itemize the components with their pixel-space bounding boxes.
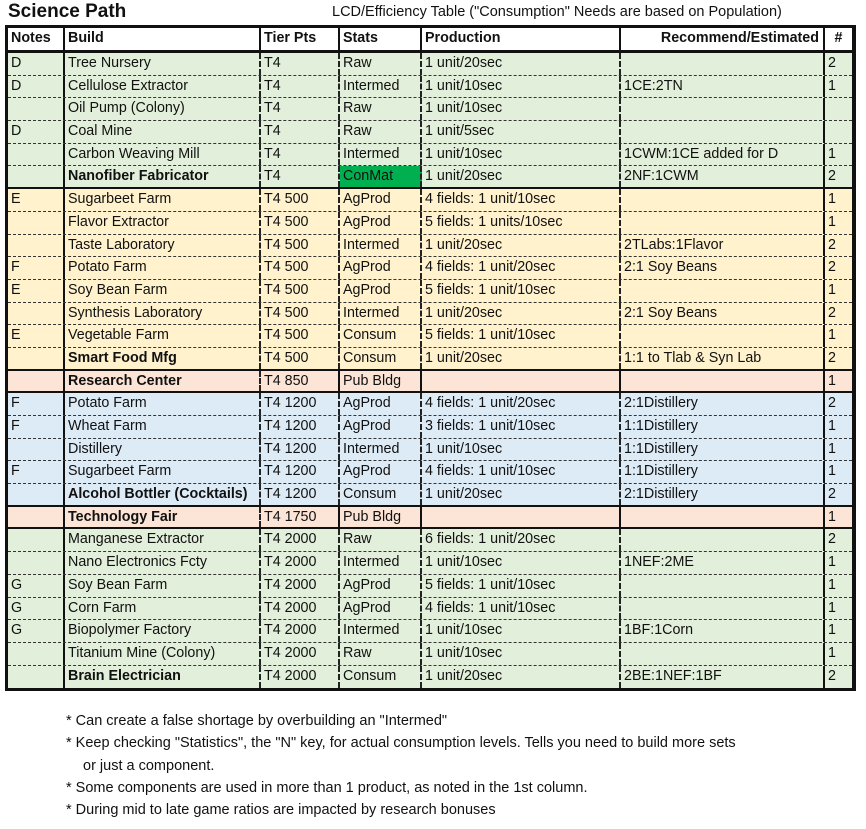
cell-build: Smart Food Mfg: [65, 348, 261, 369]
cell-stats: Intermed: [340, 620, 422, 642]
cell-production: 1 unit/10sec: [422, 552, 621, 574]
cell-stats: Pub Bldg: [340, 371, 422, 392]
cell-tier-pts: T4 500: [261, 257, 340, 279]
table-row: [8, 303, 852, 326]
cell-recommend: [621, 598, 825, 620]
cell-tier-pts: T4: [261, 98, 340, 120]
cell-build: Corn Farm: [65, 598, 261, 620]
table-subtitle: LCD/Efficiency Table ("Consumption" Needs are based on Population): [332, 4, 782, 20]
table-row: [8, 166, 852, 189]
cell-notes: [8, 666, 65, 689]
cell-tier-pts: T4 500: [261, 303, 340, 325]
cell-tier-pts: T4 2000: [261, 598, 340, 620]
cell-tier-pts: T4: [261, 121, 340, 143]
cell-stats: AgProd: [340, 280, 422, 302]
cell-notes: [8, 552, 65, 574]
cell-build: Brain Electrician: [65, 666, 261, 689]
cell-recommend: [621, 643, 825, 665]
cell-recommend: 2TLabs:1Flavor: [621, 235, 825, 257]
cell-notes: D: [8, 53, 65, 75]
table-row: [8, 98, 852, 121]
cell-tier-pts: T4: [261, 166, 340, 187]
cell-recommend: 2BE:1NEF:1BF: [621, 666, 825, 689]
cell-recommend: [621, 371, 825, 392]
cell-notes: D: [8, 121, 65, 143]
cell-tier-pts: T4 1200: [261, 461, 340, 483]
cell-build: Wheat Farm: [65, 416, 261, 438]
header-tier-pts: Tier Pts: [261, 28, 340, 50]
cell-production: 6 fields: 1 unit/20sec: [422, 529, 621, 551]
table-row: [8, 598, 852, 621]
cell-production: 1 unit/10sec: [422, 439, 621, 461]
cell-notes: [8, 303, 65, 325]
cell-stats: AgProd: [340, 575, 422, 597]
cell-notes: E: [8, 189, 65, 211]
cell-count: 1: [828, 77, 836, 94]
table-row: [8, 189, 852, 212]
cell-count: 2: [828, 236, 836, 253]
cell-notes: G: [8, 598, 65, 620]
table-row: [8, 235, 852, 258]
cell-notes: E: [8, 325, 65, 347]
table-row: [8, 76, 852, 99]
cell-stats: Raw: [340, 53, 422, 75]
cell-tier-pts: T4 1750: [261, 507, 340, 528]
cell-tier-pts: T4 500: [261, 212, 340, 234]
table-row: [8, 144, 852, 167]
table-row: [8, 484, 852, 507]
cell-count: 1: [828, 576, 836, 593]
cell-build: Carbon Weaving Mill: [65, 144, 261, 166]
cell-count: 2: [828, 304, 836, 321]
cell-production: 1 unit/20sec: [422, 303, 621, 325]
table-row: [8, 575, 852, 598]
cell-notes: F: [8, 393, 65, 415]
cell-production: 1 unit/5sec: [422, 121, 621, 143]
table-header-row: [8, 28, 852, 53]
cell-production: 1 unit/20sec: [422, 53, 621, 75]
cell-recommend: 1:1Distillery: [621, 416, 825, 438]
cell-tier-pts: T4 500: [261, 235, 340, 257]
cell-stats: Raw: [340, 529, 422, 551]
cell-production: 4 fields: 1 unit/20sec: [422, 257, 621, 279]
cell-notes: [8, 439, 65, 461]
table-row: [8, 416, 852, 439]
cell-tier-pts: T4: [261, 144, 340, 166]
cell-recommend: 1BF:1Corn: [621, 620, 825, 642]
table-row: [8, 552, 852, 575]
cell-production: 5 fields: 1 unit/10sec: [422, 280, 621, 302]
cell-notes: [8, 348, 65, 369]
cell-recommend: 1CWM:1CE added for D: [621, 144, 825, 166]
table-row: [8, 439, 852, 462]
table-row: [8, 393, 852, 416]
cell-count: 1: [828, 622, 836, 639]
cell-notes: [8, 643, 65, 665]
cell-build: Synthesis Laboratory: [65, 303, 261, 325]
header-notes: Notes: [8, 28, 65, 50]
cell-tier-pts: T4 2000: [261, 620, 340, 642]
table-row: [8, 643, 852, 666]
footnote: * Can create a false shortage by overbuilding an "Intermed": [66, 713, 448, 729]
cell-notes: [8, 212, 65, 234]
cell-stats: AgProd: [340, 212, 422, 234]
cell-build: Cellulose Extractor: [65, 76, 261, 98]
cell-build: Research Center: [65, 371, 261, 392]
cell-build: Vegetable Farm: [65, 325, 261, 347]
cell-recommend: 1NEF:2ME: [621, 552, 825, 574]
table-row: [8, 529, 852, 552]
cell-recommend: [621, 529, 825, 551]
cell-stats: Intermed: [340, 552, 422, 574]
cell-recommend: 1CE:2TN: [621, 76, 825, 98]
cell-build: Nano Electronics Fcty: [65, 552, 261, 574]
footnote: * Keep checking "Statistics", the "N" key, for actual consumption levels. Tells you need to build more sets: [66, 735, 736, 752]
cell-stats: Consum: [340, 348, 422, 369]
cell-count: 2: [828, 667, 836, 684]
cell-count: 1: [828, 418, 836, 434]
cell-recommend: [621, 280, 825, 302]
table-row: [8, 371, 852, 394]
cell-production: 4 fields: 1 unit/10sec: [422, 189, 621, 211]
cell-notes: [8, 98, 65, 120]
cell-recommend: [621, 98, 825, 120]
cell-stats: AgProd: [340, 598, 422, 620]
cell-build: Alcohol Bottler (Cocktails): [65, 484, 261, 505]
cell-recommend: [621, 507, 825, 528]
cell-count: 2: [828, 55, 836, 71]
cell-notes: G: [8, 620, 65, 642]
cell-recommend: [621, 53, 825, 75]
cell-build: Potato Farm: [65, 393, 261, 415]
cell-build: Distillery: [65, 439, 261, 461]
cell-build: Soy Bean Farm: [65, 280, 261, 302]
cell-stats: Intermed: [340, 144, 422, 166]
cell-tier-pts: T4 2000: [261, 552, 340, 574]
cell-count: [825, 121, 852, 143]
cell-recommend: 1:1Distillery: [621, 461, 825, 483]
cell-build: Soy Bean Farm: [65, 575, 261, 597]
cell-build: Nanofiber Fabricator: [65, 166, 261, 187]
cell-recommend: [621, 575, 825, 597]
cell-tier-pts: T4 2000: [261, 643, 340, 665]
cell-count: 1: [828, 644, 836, 661]
cell-production: [422, 371, 621, 392]
table-row: [8, 53, 852, 76]
page-title: Science Path: [8, 1, 127, 22]
table-row: [8, 212, 852, 235]
cell-production: 4 fields: 1 unit/10sec: [422, 598, 621, 620]
cell-production: 1 unit/20sec: [422, 166, 621, 187]
cell-notes: [8, 529, 65, 551]
table-row: [8, 666, 852, 689]
cell-production: 4 fields: 1 unit/10sec: [422, 461, 621, 483]
table-row: [8, 348, 852, 371]
cell-production: 1 unit/20sec: [422, 484, 621, 505]
cell-recommend: 2:1 Soy Beans: [621, 257, 825, 279]
cell-count: 2: [828, 259, 836, 276]
cell-notes: [8, 484, 65, 505]
cell-notes: F: [8, 257, 65, 279]
cell-tier-pts: T4 500: [261, 348, 340, 369]
cell-notes: D: [8, 76, 65, 98]
cell-notes: F: [8, 416, 65, 438]
cell-notes: [8, 371, 65, 392]
cell-production: 1 unit/10sec: [422, 144, 621, 166]
cell-tier-pts: T4 500: [261, 325, 340, 347]
cell-count: 1: [828, 372, 836, 389]
cell-stats: AgProd: [340, 189, 422, 211]
cell-tier-pts: T4 850: [261, 371, 340, 392]
cell-production: 5 fields: 1 unit/10sec: [422, 325, 621, 347]
cell-count: 2: [828, 168, 836, 185]
footnote: * During mid to late game ratios are impacted by research bonuses: [66, 802, 496, 819]
cell-count: 1: [828, 281, 836, 298]
cell-count: 1: [828, 440, 836, 457]
cell-stats: AgProd: [340, 416, 422, 438]
header-count: #: [834, 30, 843, 46]
cell-stats: Consum: [340, 666, 422, 689]
cell-tier-pts: T4: [261, 53, 340, 75]
table-row: [8, 620, 852, 643]
cell-stats: AgProd: [340, 257, 422, 279]
cell-count: 1: [828, 508, 836, 525]
cell-recommend: [621, 212, 825, 234]
cell-production: 1 unit/20sec: [422, 348, 621, 369]
header-recommend: Recommend/Estimated: [621, 28, 825, 50]
cell-recommend: 2:1Distillery: [621, 393, 825, 415]
cell-production: 3 fields: 1 unit/10sec: [422, 416, 621, 438]
cell-tier-pts: T4 2000: [261, 529, 340, 551]
cell-production: 1 unit/10sec: [422, 76, 621, 98]
cell-stats: Raw: [340, 98, 422, 120]
table-row: [8, 461, 852, 484]
cell-recommend: 1:1 to Tlab & Syn Lab: [621, 348, 825, 369]
cell-stats: Intermed: [340, 439, 422, 461]
cell-build: Oil Pump (Colony): [65, 98, 261, 120]
cell-count: 1: [828, 463, 836, 480]
cell-tier-pts: T4 1200: [261, 484, 340, 505]
cell-stats: Pub Bldg: [340, 507, 422, 528]
cell-tier-pts: T4 500: [261, 280, 340, 302]
footnote: * Some components are used in more than 1 product, as noted in the 1st column.: [66, 779, 588, 796]
table-row: [8, 325, 852, 348]
table-row: [8, 257, 852, 280]
cell-stats: AgProd: [340, 393, 422, 415]
cell-stats: Intermed: [340, 303, 422, 325]
table-body: [8, 53, 852, 688]
cell-production: [422, 507, 621, 528]
cell-tier-pts: T4 2000: [261, 575, 340, 597]
cell-count: 1: [828, 191, 836, 208]
header-stats: Stats: [340, 28, 422, 50]
cell-count: 2: [828, 486, 836, 503]
footnotes: [66, 710, 736, 821]
cell-build: Potato Farm: [65, 257, 261, 279]
cell-count: 1: [828, 213, 836, 230]
cell-notes: [8, 507, 65, 528]
header-build: Build: [65, 28, 261, 50]
cell-tier-pts: T4 1200: [261, 416, 340, 438]
table-row: [8, 507, 852, 530]
cell-production: 1 unit/20sec: [422, 666, 621, 689]
cell-stats: Raw: [340, 121, 422, 143]
cell-tier-pts: T4 500: [261, 189, 340, 211]
cell-build: Tree Nursery: [65, 53, 261, 75]
cell-recommend: [621, 121, 825, 143]
cell-notes: [8, 144, 65, 166]
cell-tier-pts: T4 2000: [261, 666, 340, 689]
cell-stats: AgProd: [340, 461, 422, 483]
cell-production: 5 fields: 1 unit/10sec: [422, 575, 621, 597]
cell-count: 1: [828, 327, 836, 344]
cell-production: 1 unit/10sec: [422, 643, 621, 665]
cell-tier-pts: T4 1200: [261, 393, 340, 415]
cell-recommend: [621, 189, 825, 211]
cell-tier-pts: T4 1200: [261, 439, 340, 461]
cell-count: 2: [828, 395, 836, 412]
header-production: Production: [422, 28, 621, 50]
cell-stats: Consum: [340, 325, 422, 347]
cell-production: 1 unit/10sec: [422, 620, 621, 642]
cell-production: 1 unit/10sec: [422, 98, 621, 120]
cell-notes: [8, 235, 65, 257]
cell-recommend: 2:1 Soy Beans: [621, 303, 825, 325]
table-row: [8, 121, 852, 144]
cell-recommend: 1:1Distillery: [621, 439, 825, 461]
table-row: [8, 280, 852, 303]
cell-production: 5 fields: 1 units/10sec: [422, 212, 621, 234]
cell-count: 1: [828, 554, 836, 571]
cell-stats: Intermed: [340, 76, 422, 98]
cell-notes: E: [8, 280, 65, 302]
cell-build: Technology Fair: [65, 507, 261, 528]
cell-build: Biopolymer Factory: [65, 620, 261, 642]
cell-build: Titanium Mine (Colony): [65, 643, 261, 665]
cell-build: Sugarbeet Farm: [65, 461, 261, 483]
cell-tier-pts: T4: [261, 76, 340, 98]
cell-count: 1: [828, 599, 836, 616]
cell-notes: F: [8, 461, 65, 483]
cell-build: Flavor Extractor: [65, 212, 261, 234]
cell-build: Coal Mine: [65, 121, 261, 143]
cell-production: 4 fields: 1 unit/20sec: [422, 393, 621, 415]
cell-recommend: 2NF:1CWM: [621, 166, 825, 187]
cell-build: Taste Laboratory: [65, 235, 261, 257]
cell-stats: Consum: [340, 484, 422, 505]
cell-count: 2: [828, 531, 836, 548]
footnote-continuation: or just a component.: [83, 757, 215, 774]
cell-recommend: 2:1Distillery: [621, 484, 825, 505]
cell-build: Sugarbeet Farm: [65, 189, 261, 211]
cell-stats: Intermed: [340, 235, 422, 257]
cell-notes: G: [8, 575, 65, 597]
cell-build: Manganese Extractor: [65, 529, 261, 551]
cell-count: 1: [828, 145, 836, 162]
efficiency-table: [5, 25, 856, 691]
cell-production: 1 unit/20sec: [422, 235, 621, 257]
cell-count: 2: [828, 349, 836, 366]
cell-stats: Raw: [340, 643, 422, 665]
cell-stats: ConMat: [340, 166, 422, 187]
cell-notes: [8, 166, 65, 187]
cell-recommend: [621, 325, 825, 347]
cell-count: [825, 98, 852, 120]
